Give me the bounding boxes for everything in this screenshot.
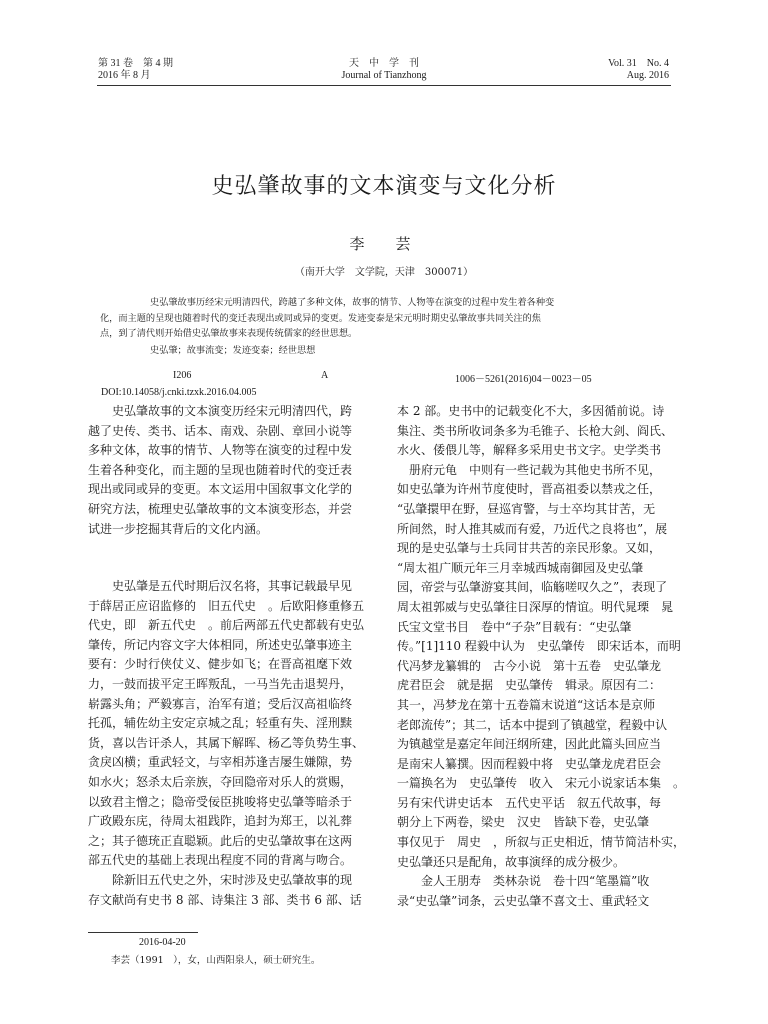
body-line: 其一，冯梦龙在第十五卷篇末说道“这话本是京师 (397, 697, 656, 712)
body-line: 录“史弘肇”词条，云史弘肇不喜文士、重武轻文 (397, 893, 650, 908)
body-line: 本 2 部。史书中的记载变化不大，多因循前说。诗 (397, 404, 665, 418)
doi: DOI:10.14058/j.cnki.tzxk.2016.04.005 (101, 387, 257, 398)
body-line: 园，帝尝与弘肇游宴其间，临觞嗟叹久之”，表现了 (397, 580, 668, 595)
issue-date-en-line: Aug. 2016 (626, 70, 669, 81)
body-line: 代史，即 新五代史 。前后两部五代史都载有史弘 (88, 618, 365, 633)
body-line: 部五代史的基础上表现出程度不同的背离与吻合。 (88, 853, 353, 868)
body-line: “弘肇擐甲在野，昼巡宵警，与士卒均其甘苦，无 (397, 501, 656, 516)
body-line: 一篇换名为 史弘肇传 收入 宋元小说家话本集 。 (397, 776, 686, 791)
issue-date-line: 2016 年 8 月 (98, 70, 151, 81)
body-line: 另有宋代讲史话本 五代史平话 叙五代故事，每 (397, 795, 662, 810)
body-line: 如史弘肇为许州节度使时，晋高祖委以禁戎之任， (397, 482, 662, 497)
journal-name-en: Journal of Tianzhong (341, 70, 427, 81)
classification-number: I206 (173, 370, 192, 381)
body-line: 水火、倭偎儿等，解释多采用史书文字。史学类书 (397, 443, 662, 458)
abstract (100, 295, 670, 342)
body-line: 货，喜以告讦杀人，其属下解晖、杨乙等负势生事、 (88, 735, 365, 750)
author-affiliation: （南开大学 文学院，天津 300071） (294, 267, 474, 278)
body-line: 代冯梦龙纂辑的 古今小说 第十五卷 史弘肇龙 (397, 658, 662, 673)
body-line: 事仅见于 周史 ，所叙与正史相近，情节简洁朴实， (397, 835, 686, 850)
body-line: 存文献尚有史书 8 部、诗集注 3 部、类书 6 部、话 (88, 892, 362, 907)
body-left-column (88, 577, 364, 910)
body-line: 为镇越堂是嘉定年间汪纲所建，因此此篇头回应当 (397, 737, 662, 752)
body-line: 氏宝文堂书目 卷中“子杂”目载有：“史弘肇 (397, 619, 632, 634)
body-line: 之；其子德珫正直聪颖。此后的史弘肇故事在这两 (88, 833, 353, 848)
body-line: 研究方法，梳理史弘肇故事的文本演变形态，并尝 (88, 501, 353, 516)
body-line: 多种文体，故事的情节、人物等在演变的过程中发 (88, 443, 353, 458)
body-line: 史弘肇是五代时期后汉名将，其事记载最早见 (88, 579, 353, 593)
body-line: 越了史传、类书、话本、南戏、杂剧、章回小说等 (88, 423, 353, 438)
body-line: 现出或同或异的变更。本文运用中国叙事文化学的 (88, 482, 353, 497)
body-line: 试进一步挖掘其背后的文化内涵。 (88, 521, 269, 536)
body-line: 力，一鼓而拔平定王晖叛乱，一马当先击退契丹， (88, 676, 353, 691)
body-line: 崭露头角；严毅寡言，治军有道；受后汉高祖临终 (88, 696, 353, 711)
body-line: “周太祖广顺元年三月幸城西城南御园及史弘肇 (397, 560, 644, 575)
body-line: 贪戾凶横；重武轻文，与宰相苏逢吉屡生嫌隙，势 (88, 755, 353, 770)
body-line: 广政殿东庑，待周太祖践阼，追封为郑王，以礼葬 (88, 814, 353, 829)
body-line: 金人王朋寿 类林杂说 卷十四“笔墨篇”收 (397, 874, 650, 889)
journal-name-cn: 天 中 学 刊 (349, 58, 419, 69)
body-line: 朝分上下两卷，梁史 汉史 皆缺下卷，史弘肇 (397, 815, 650, 830)
article-id: 1006－5261(2016)04－0023－05 (455, 374, 592, 385)
body-line: 老郎流传”；其二，话本中提到了镇越堂，程毅中认 (397, 717, 668, 732)
body-line: 要有：少时行侠仗义、健步如飞；在晋高祖麾下效 (88, 657, 353, 672)
journal-volume-issue-en (608, 58, 669, 82)
abstract-line: 化，而主题的呈现也随着时代的变迁表现出或同或异的变更。发迹变泰是宋元明时期史弘肇故事共同关注的焦 (100, 312, 541, 324)
body-line: 集注、类书所收词条多为毛锥子、长枪大剑、阎氏、 (397, 423, 674, 438)
body-line: 所间然，时人推其威而有爱，乃近代之良将也”，展 (397, 521, 668, 536)
volume-issue-en-line: Vol. 31 No. 4 (608, 58, 669, 69)
body-line: 如水火；怒杀太后亲族，夺回隐帝对乐人的赏赐， (88, 774, 353, 789)
header-rule (97, 85, 671, 86)
body-line: 以致君主憎之；隐帝受佞臣挑唆将史弘肇等暗杀于 (88, 794, 353, 809)
footnote-rule (88, 932, 198, 933)
document-code: A (321, 370, 329, 381)
body-line: 于薛居正应诏监修的 旧五代史 。后欧阳修重修五 (88, 598, 365, 613)
body-line: 肇传，所记内容文字大体相同，所述史弘肇事迹主 (88, 637, 353, 652)
keywords: 史弘肇；故事流变；发迹变泰；经世思想 (150, 345, 316, 356)
body-line: 除新旧五代史之外，宋时涉及史弘肇故事的现 (88, 872, 353, 887)
received-date: 2016-04-20 (139, 937, 186, 948)
body-line: 生着各种变化，而主题的呈现也随着时代的变迁表 (88, 462, 353, 477)
body-line: 史弘肇故事的文本演变历经宋元明清四代，跨 (88, 404, 353, 418)
body-intro-paragraph (88, 402, 352, 539)
body-line: 虎君臣会 就是据 史弘肇传 辑录。原因有二： (397, 678, 662, 693)
volume-issue-line: 第 31 卷 第 4 期 (98, 58, 173, 69)
body-line: 现的是史弘肇与士兵同甘共苦的亲民形象。又如， (397, 541, 662, 556)
body-line: 是南宋人纂撰。因而程毅中将 史弘肇龙虎君臣会 (397, 756, 662, 771)
body-line: 传。”[1]110 程毅中认为 史弘肇传 即宋话本，而明 (397, 639, 681, 654)
body-right-column (397, 402, 685, 911)
body-line: 史弘肇还只是配角，故事演绎的成分极少。 (397, 854, 626, 869)
abstract-line: 史弘肇故事历经宋元明清四代，跨越了多种文体，故事的情节、人物等在演变的过程中发生着各种变 (150, 297, 555, 308)
author-bio: 李芸（1991 ），女，山西阳泉人，硕士研究生。 (111, 955, 321, 966)
abstract-line: 点，到了清代则开始借史弘肇故事来表现传统儒家的经世思想。 (100, 328, 358, 339)
body-line: 周太祖郭威与史弘肇往日深厚的情谊。明代晁瑮 晁 (397, 599, 674, 614)
article-author: 李 芸 (349, 235, 419, 253)
body-line: 托孤，辅佐幼主安定京城之乱；轻重有失、淫刑黩 (88, 716, 353, 731)
body-line: 册府元龟 中则有一些记载为其他史书所不见， (397, 462, 662, 477)
article-title: 史弘肇故事的文本演变与文化分析 (211, 174, 557, 199)
